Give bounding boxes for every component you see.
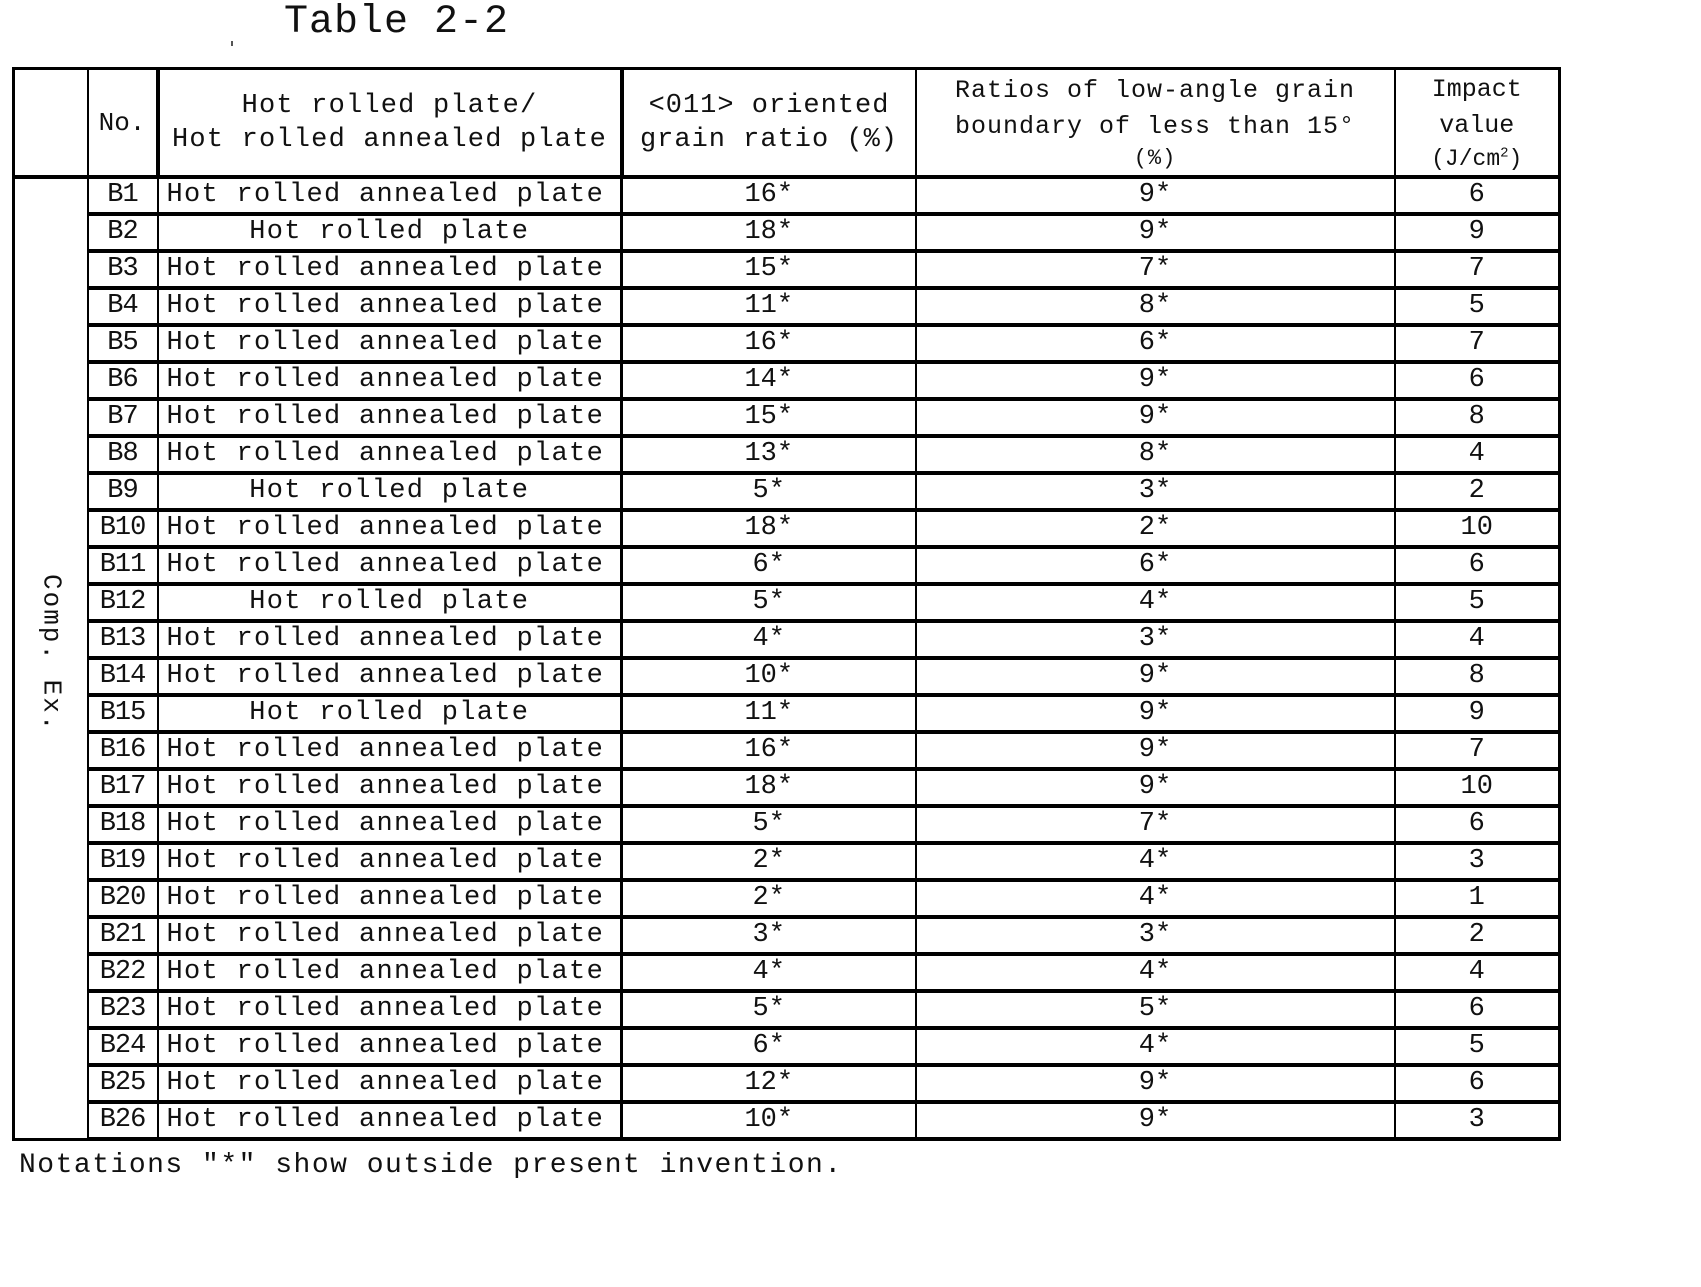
cell-low-angle-ratio: 9* <box>916 658 1395 695</box>
header-impact-line2: value <box>1439 110 1515 140</box>
cell-low-angle-ratio: 4* <box>916 843 1395 880</box>
cell-no: B22 <box>88 954 158 991</box>
cell-low-angle-ratio: 7* <box>916 806 1395 843</box>
cell-oriented-grain-ratio: 18* <box>622 214 916 251</box>
cell-oriented-grain-ratio: 6* <box>622 547 916 584</box>
cell-no: B24 <box>88 1028 158 1065</box>
cell-plate-type: Hot rolled annealed plate <box>158 917 622 954</box>
cell-oriented-grain-ratio: 16* <box>622 732 916 769</box>
header-plate-line2: Hot rolled annealed plate <box>171 124 608 155</box>
cell-low-angle-ratio: 9* <box>916 399 1395 436</box>
table-row <box>14 362 1560 399</box>
cell-impact-value: 4 <box>1395 436 1560 473</box>
cell-plate-type: Hot rolled annealed plate <box>158 547 622 584</box>
cell-low-angle-ratio: 9* <box>916 362 1395 399</box>
cell-plate-type: Hot rolled annealed plate <box>158 288 622 325</box>
cell-impact-value: 8 <box>1395 399 1560 436</box>
cell-plate-type: Hot rolled annealed plate <box>158 399 622 436</box>
cell-no: B25 <box>88 1065 158 1102</box>
group-label: Comp. Ex. <box>36 573 67 732</box>
cell-low-angle-ratio: 4* <box>916 584 1395 621</box>
cell-plate-type: Hot rolled annealed plate <box>158 954 622 991</box>
cell-oriented-grain-ratio: 11* <box>622 288 916 325</box>
cell-plate-type: Hot rolled annealed plate <box>158 177 622 214</box>
cell-plate-type: Hot rolled annealed plate <box>158 362 622 399</box>
cell-plate-type: Hot rolled plate <box>158 695 622 732</box>
cell-oriented-grain-ratio: 14* <box>622 362 916 399</box>
table-row <box>14 1102 1560 1139</box>
header-lowangle-line1: Ratios of low-angle grain <box>954 75 1356 105</box>
cell-oriented-grain-ratio: 15* <box>622 251 916 288</box>
header-impact-unit <box>1396 144 1559 174</box>
cell-plate-type: Hot rolled annealed plate <box>158 843 622 880</box>
cell-impact-value: 7 <box>1395 251 1560 288</box>
cell-oriented-grain-ratio: 3* <box>622 917 916 954</box>
cell-plate-type: Hot rolled annealed plate <box>158 1102 622 1139</box>
cell-no: B16 <box>88 732 158 769</box>
cell-oriented-grain-ratio: 12* <box>622 1065 916 1102</box>
cell-impact-value: 5 <box>1395 1028 1560 1065</box>
cell-oriented-grain-ratio: 5* <box>622 584 916 621</box>
cell-oriented-grain-ratio: 16* <box>622 325 916 362</box>
cell-impact-value: 1 <box>1395 880 1560 917</box>
table-row <box>14 177 1560 214</box>
cell-oriented-grain-ratio: 18* <box>622 510 916 547</box>
header-plate-type <box>158 69 622 178</box>
table-row <box>14 769 1560 806</box>
cell-no: B6 <box>88 362 158 399</box>
cell-plate-type: Hot rolled annealed plate <box>158 621 622 658</box>
impact-unit-prefix: (J/cm <box>1431 145 1501 172</box>
cell-plate-type: Hot rolled annealed plate <box>158 806 622 843</box>
cell-low-angle-ratio: 2* <box>916 510 1395 547</box>
cell-low-angle-ratio: 9* <box>916 769 1395 806</box>
cell-plate-type: Hot rolled annealed plate <box>158 1028 622 1065</box>
table-row <box>14 917 1560 954</box>
cell-oriented-grain-ratio: 5* <box>622 991 916 1028</box>
cell-low-angle-ratio: 3* <box>916 473 1395 510</box>
cell-low-angle-ratio: 5* <box>916 991 1395 1028</box>
cell-plate-type: Hot rolled annealed plate <box>158 658 622 695</box>
cell-no: B10 <box>88 510 158 547</box>
cell-no: B5 <box>88 325 158 362</box>
table-row <box>14 1028 1560 1065</box>
cell-impact-value: 9 <box>1395 214 1560 251</box>
table-row <box>14 621 1560 658</box>
table-row <box>14 547 1560 584</box>
header-group <box>14 69 88 178</box>
cell-impact-value: 6 <box>1395 362 1560 399</box>
cell-impact-value: 6 <box>1395 547 1560 584</box>
cell-oriented-grain-ratio: 16* <box>622 177 916 214</box>
cell-no: B14 <box>88 658 158 695</box>
header-row <box>14 69 1560 178</box>
table-row <box>14 806 1560 843</box>
cell-oriented-grain-ratio: 5* <box>622 806 916 843</box>
header-low-angle-ratio <box>916 69 1395 178</box>
cell-no: B11 <box>88 547 158 584</box>
cell-impact-value: 6 <box>1395 177 1560 214</box>
cell-impact-value: 2 <box>1395 917 1560 954</box>
cell-no: B9 <box>88 473 158 510</box>
cell-no: B21 <box>88 917 158 954</box>
cell-impact-value: 3 <box>1395 1102 1560 1139</box>
cell-low-angle-ratio: 9* <box>916 695 1395 732</box>
table-row <box>14 510 1560 547</box>
impact-unit-superscript: 2 <box>1500 144 1509 161</box>
cell-no: B1 <box>88 177 158 214</box>
data-table <box>12 67 1561 1141</box>
cell-plate-type: Hot rolled plate <box>158 473 622 510</box>
header-oriented-line1: <011> oriented <box>648 90 890 121</box>
cell-oriented-grain-ratio: 4* <box>622 621 916 658</box>
cell-impact-value: 5 <box>1395 288 1560 325</box>
table-row <box>14 991 1560 1028</box>
scan-speck <box>231 41 233 46</box>
cell-oriented-grain-ratio: 6* <box>622 1028 916 1065</box>
cell-plate-type: Hot rolled annealed plate <box>158 510 622 547</box>
cell-impact-value: 3 <box>1395 843 1560 880</box>
table-row <box>14 214 1560 251</box>
cell-no: B20 <box>88 880 158 917</box>
cell-plate-type: Hot rolled annealed plate <box>158 732 622 769</box>
cell-no: B7 <box>88 399 158 436</box>
cell-impact-value: 7 <box>1395 325 1560 362</box>
cell-plate-type: Hot rolled plate <box>158 214 622 251</box>
cell-plate-type: Hot rolled annealed plate <box>158 325 622 362</box>
impact-unit-suffix: ) <box>1508 145 1523 172</box>
cell-impact-value: 10 <box>1395 510 1560 547</box>
cell-low-angle-ratio: 3* <box>916 917 1395 954</box>
table-row <box>14 843 1560 880</box>
cell-low-angle-ratio: 6* <box>916 547 1395 584</box>
table-row <box>14 880 1560 917</box>
table-row <box>14 325 1560 362</box>
cell-no: B17 <box>88 769 158 806</box>
cell-low-angle-ratio: 9* <box>916 177 1395 214</box>
cell-oriented-grain-ratio: 10* <box>622 658 916 695</box>
cell-plate-type: Hot rolled plate <box>158 584 622 621</box>
cell-no: B4 <box>88 288 158 325</box>
table-body <box>14 177 1560 1139</box>
cell-low-angle-ratio: 3* <box>916 621 1395 658</box>
cell-impact-value: 9 <box>1395 695 1560 732</box>
table-row <box>14 732 1560 769</box>
cell-oriented-grain-ratio: 2* <box>622 843 916 880</box>
table-row <box>14 436 1560 473</box>
cell-impact-value: 4 <box>1395 954 1560 991</box>
cell-low-angle-ratio: 9* <box>916 732 1395 769</box>
header-impact-value <box>1395 69 1560 178</box>
table-row <box>14 584 1560 621</box>
cell-no: B12 <box>88 584 158 621</box>
cell-low-angle-ratio: 7* <box>916 251 1395 288</box>
header-plate-line1: Hot rolled plate/ <box>241 90 538 121</box>
cell-oriented-grain-ratio: 11* <box>622 695 916 732</box>
cell-oriented-grain-ratio: 15* <box>622 399 916 436</box>
header-impact-line1: Impact <box>1431 74 1522 104</box>
cell-no: B19 <box>88 843 158 880</box>
cell-impact-value: 2 <box>1395 473 1560 510</box>
cell-low-angle-ratio: 9* <box>916 1065 1395 1102</box>
cell-oriented-grain-ratio: 2* <box>622 880 916 917</box>
cell-low-angle-ratio: 9* <box>916 214 1395 251</box>
cell-impact-value: 4 <box>1395 621 1560 658</box>
cell-oriented-grain-ratio: 13* <box>622 436 916 473</box>
cell-no: B13 <box>88 621 158 658</box>
cell-no: B23 <box>88 991 158 1028</box>
header-oriented-line2: grain ratio (%) <box>639 124 899 155</box>
cell-plate-type: Hot rolled annealed plate <box>158 436 622 473</box>
cell-impact-value: 6 <box>1395 1065 1560 1102</box>
cell-impact-value: 6 <box>1395 991 1560 1028</box>
table-row <box>14 399 1560 436</box>
cell-plate-type: Hot rolled annealed plate <box>158 769 622 806</box>
cell-low-angle-ratio: 6* <box>916 325 1395 362</box>
cell-oriented-grain-ratio: 5* <box>622 473 916 510</box>
header-lowangle-line3: (%) <box>1133 145 1177 171</box>
cell-no: B2 <box>88 214 158 251</box>
cell-low-angle-ratio: 8* <box>916 288 1395 325</box>
cell-impact-value: 8 <box>1395 658 1560 695</box>
cell-impact-value: 7 <box>1395 732 1560 769</box>
table-row <box>14 288 1560 325</box>
cell-impact-value: 10 <box>1395 769 1560 806</box>
table-header <box>14 69 1560 178</box>
cell-impact-value: 5 <box>1395 584 1560 621</box>
table-row <box>14 695 1560 732</box>
cell-plate-type: Hot rolled annealed plate <box>158 991 622 1028</box>
cell-oriented-grain-ratio: 18* <box>622 769 916 806</box>
cell-oriented-grain-ratio: 10* <box>622 1102 916 1139</box>
cell-no: B18 <box>88 806 158 843</box>
cell-plate-type: Hot rolled annealed plate <box>158 880 622 917</box>
cell-low-angle-ratio: 8* <box>916 436 1395 473</box>
cell-low-angle-ratio: 4* <box>916 1028 1395 1065</box>
header-no <box>88 69 158 178</box>
cell-impact-value: 6 <box>1395 806 1560 843</box>
table-row <box>14 658 1560 695</box>
header-no-label: No. <box>98 107 146 138</box>
group-label-cell <box>14 177 88 1139</box>
cell-low-angle-ratio: 9* <box>916 1102 1395 1139</box>
table-row <box>14 954 1560 991</box>
cell-plate-type: Hot rolled annealed plate <box>158 1065 622 1102</box>
table-row <box>14 1065 1560 1102</box>
table-title: Table 2-2 <box>284 0 510 45</box>
header-oriented-grain-ratio <box>622 69 916 178</box>
table-row <box>14 473 1560 510</box>
cell-no: B3 <box>88 251 158 288</box>
footnote: Notations "*" show outside present invention. <box>19 1150 843 1181</box>
cell-plate-type: Hot rolled annealed plate <box>158 251 622 288</box>
header-lowangle-line2: boundary of less than 15° <box>954 111 1356 141</box>
cell-low-angle-ratio: 4* <box>916 954 1395 991</box>
cell-no: B8 <box>88 436 158 473</box>
cell-oriented-grain-ratio: 4* <box>622 954 916 991</box>
cell-no: B26 <box>88 1102 158 1139</box>
cell-no: B15 <box>88 695 158 732</box>
table-row <box>14 251 1560 288</box>
cell-low-angle-ratio: 4* <box>916 880 1395 917</box>
